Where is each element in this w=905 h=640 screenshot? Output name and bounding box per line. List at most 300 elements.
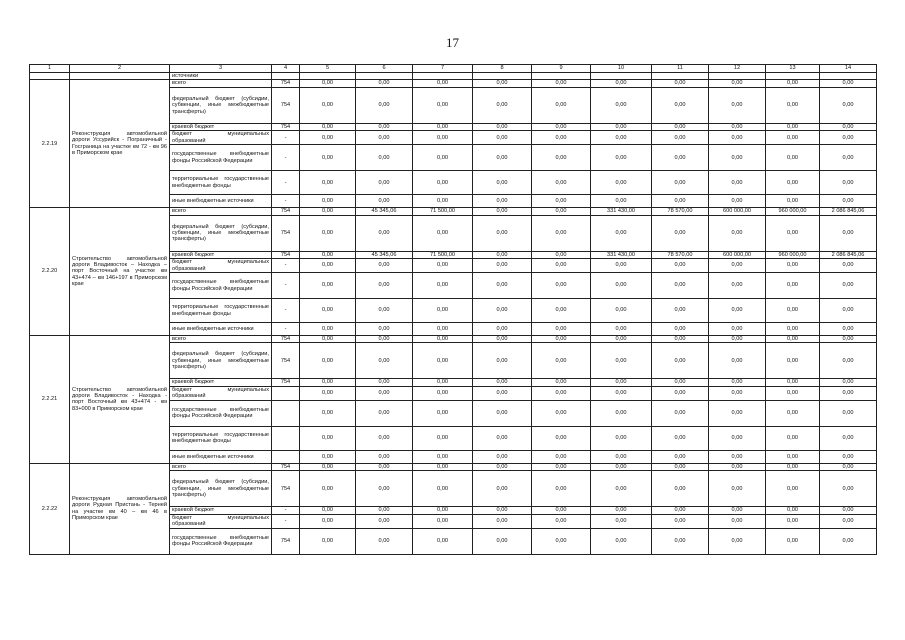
value-cell: 0,00	[532, 208, 591, 215]
value-cell: 0,00	[820, 450, 877, 463]
value-cell: 0,00	[532, 528, 591, 554]
value-cell: 0,00	[591, 131, 652, 145]
value-cell: 0,00	[652, 343, 709, 379]
value-cell: 0,00	[766, 400, 820, 426]
code-cell: -	[272, 195, 300, 208]
value-cell: 0,00	[709, 87, 766, 123]
budget-table	[29, 64, 877, 555]
value-cell: 0,00	[473, 208, 532, 215]
code-cell: 754	[272, 463, 300, 470]
value-cell: 0,00	[820, 299, 877, 323]
value-cell: 0,00	[356, 379, 413, 386]
value-cell: 0,00	[820, 386, 877, 400]
value-cell: 0,00	[820, 123, 877, 130]
value-cell: 0,00	[413, 323, 473, 336]
value-cell: 0,00	[709, 323, 766, 336]
value-cell: 0,00	[473, 195, 532, 208]
code-cell: -	[272, 323, 300, 336]
value-cell: 0,00	[532, 450, 591, 463]
value-cell: 0,00	[473, 343, 532, 379]
value-cell: 0,00	[709, 336, 766, 343]
value-cell: 0,00	[356, 450, 413, 463]
value-cell: 78 570,00	[652, 251, 709, 258]
value-cell: 0,00	[356, 528, 413, 554]
value-cell: 0,00	[591, 528, 652, 554]
value-cell: 0,00	[356, 123, 413, 130]
value-cell: 0,00	[473, 251, 532, 258]
code-cell: 754	[272, 471, 300, 507]
value-cell: 0,00	[300, 273, 356, 299]
value-cell: 0,00	[766, 131, 820, 145]
value-cell: 0,00	[820, 528, 877, 554]
value-cell: 0,00	[532, 131, 591, 145]
value-cell: 0,00	[532, 145, 591, 171]
value-cell: 0,00	[473, 145, 532, 171]
value-cell: 0,00	[766, 379, 820, 386]
value-cell: 0,00	[473, 131, 532, 145]
column-header-10: 10	[591, 65, 652, 73]
value-cell: 0,00	[591, 463, 652, 470]
value-cell: 0,00	[300, 471, 356, 507]
value-cell	[413, 73, 473, 80]
id-cell	[30, 73, 70, 80]
value-cell: 0,00	[356, 80, 413, 87]
code-cell: 754	[272, 208, 300, 215]
value-cell: 0,00	[820, 87, 877, 123]
value-cell: 0,00	[356, 299, 413, 323]
value-cell: 0,00	[820, 507, 877, 514]
value-cell: 0,00	[473, 507, 532, 514]
value-cell: 0,00	[473, 259, 532, 273]
continuation-row	[30, 73, 877, 80]
value-cell: 0,00	[356, 145, 413, 171]
code-cell: 754	[272, 336, 300, 343]
value-cell: 0,00	[413, 343, 473, 379]
value-cell: 0,00	[300, 87, 356, 123]
funding-source: иные внебюджетные источники	[170, 450, 272, 463]
value-cell: 0,00	[532, 299, 591, 323]
value-cell: 331 430,00	[591, 208, 652, 215]
value-cell: 0,00	[652, 87, 709, 123]
value-cell: 0,00	[413, 145, 473, 171]
value-cell: 0,00	[473, 386, 532, 400]
value-cell: 0,00	[766, 215, 820, 251]
value-cell: 0,00	[356, 426, 413, 450]
value-cell: 0,00	[591, 87, 652, 123]
value-cell: 0,00	[300, 463, 356, 470]
value-cell: 0,00	[532, 215, 591, 251]
funding-source: федеральный бюджет (субсидии, субвенции, иные межбюджетные трансферты)	[170, 471, 272, 507]
value-cell: 0,00	[709, 80, 766, 87]
code-cell: -	[272, 259, 300, 273]
column-header-4: 4	[272, 65, 300, 73]
value-cell: 0,00	[709, 379, 766, 386]
value-cell: 0,00	[652, 386, 709, 400]
value-cell: 0,00	[473, 528, 532, 554]
value-cell: 0,00	[591, 145, 652, 171]
value-cell: 600 000,00	[709, 208, 766, 215]
object-name: Строительство автомобильной дороги Владивосток - Находка - порт Восточный км 43+474 - км 83+000 в Приморском крае	[70, 336, 170, 464]
value-cell: 0,00	[300, 336, 356, 343]
value-cell: 0,00	[300, 400, 356, 426]
value-cell: 0,00	[709, 463, 766, 470]
value-cell: 0,00	[413, 171, 473, 195]
object-name: Реконструкция автомобильной дороги Уссурийск - Пограничный - Госграница на участке км 72 - км 96 в Приморском крае	[70, 80, 170, 208]
value-cell: 0,00	[766, 528, 820, 554]
value-cell: 0,00	[413, 123, 473, 130]
value-cell: 0,00	[820, 145, 877, 171]
value-cell: 0,00	[652, 145, 709, 171]
value-cell: 960 000,00	[766, 208, 820, 215]
value-cell: 0,00	[591, 215, 652, 251]
value-cell: 0,00	[473, 171, 532, 195]
value-cell: 0,00	[532, 514, 591, 528]
value-cell: 0,00	[766, 259, 820, 273]
value-cell: 0,00	[591, 273, 652, 299]
table-row	[30, 208, 877, 215]
value-cell: 0,00	[766, 323, 820, 336]
value-cell: 0,00	[766, 343, 820, 379]
value-cell: 0,00	[300, 123, 356, 130]
value-cell: 0,00	[591, 299, 652, 323]
value-cell	[300, 73, 356, 80]
value-cell: 0,00	[709, 299, 766, 323]
code-cell	[272, 426, 300, 450]
value-cell	[709, 73, 766, 80]
value-cell: 0,00	[300, 323, 356, 336]
value-cell: 0,00	[709, 123, 766, 130]
code-cell: -	[272, 145, 300, 171]
column-header-6: 6	[356, 65, 413, 73]
value-cell: 0,00	[356, 507, 413, 514]
value-cell: 0,00	[820, 471, 877, 507]
value-cell: 0,00	[532, 426, 591, 450]
value-cell: 0,00	[820, 379, 877, 386]
value-cell	[473, 73, 532, 80]
value-cell: 0,00	[591, 379, 652, 386]
value-cell: 0,00	[300, 426, 356, 450]
funding-source: всего	[170, 80, 272, 87]
page-number: 17	[446, 35, 459, 50]
value-cell: 0,00	[652, 528, 709, 554]
value-cell: 0,00	[591, 323, 652, 336]
value-cell: 0,00	[709, 400, 766, 426]
value-cell: 0,00	[766, 450, 820, 463]
value-cell: 0,00	[300, 131, 356, 145]
value-cell: 0,00	[652, 336, 709, 343]
value-cell: 0,00	[766, 171, 820, 195]
value-cell: 0,00	[709, 343, 766, 379]
funding-source: государственные внебюджетные фонды Российской Федерации	[170, 145, 272, 171]
funding-source: территориальные государственные внебюджетные фонды	[170, 171, 272, 195]
value-cell: 0,00	[413, 514, 473, 528]
value-cell: 0,00	[766, 471, 820, 507]
funding-source: краевой бюджет	[170, 507, 272, 514]
value-cell: 0,00	[532, 507, 591, 514]
column-header-12: 12	[709, 65, 766, 73]
table-body	[30, 65, 877, 555]
value-cell: 0,00	[591, 507, 652, 514]
value-cell: 0,00	[591, 343, 652, 379]
value-cell: 0,00	[652, 80, 709, 87]
value-cell: 0,00	[591, 123, 652, 130]
value-cell: 0,00	[652, 259, 709, 273]
value-cell: 0,00	[473, 273, 532, 299]
value-cell: 0,00	[766, 273, 820, 299]
funding-source: федеральный бюджет (субсидии, субвенции, иные межбюджетные трансферты)	[170, 343, 272, 379]
source-cell: источники	[170, 73, 272, 80]
value-cell: 0,00	[532, 323, 591, 336]
funding-source: иные внебюджетные источники	[170, 195, 272, 208]
value-cell: 0,00	[473, 450, 532, 463]
value-cell: 71 500,00	[413, 208, 473, 215]
value-cell: 0,00	[300, 215, 356, 251]
value-cell: 0,00	[652, 273, 709, 299]
value-cell: 0,00	[356, 514, 413, 528]
table-row	[30, 463, 877, 470]
value-cell: 0,00	[709, 259, 766, 273]
value-cell: 0,00	[300, 386, 356, 400]
code-cell: -	[272, 514, 300, 528]
value-cell: 0,00	[766, 299, 820, 323]
code-cell: -	[272, 507, 300, 514]
value-cell: 0,00	[413, 471, 473, 507]
value-cell	[820, 73, 877, 80]
value-cell: 0,00	[709, 131, 766, 145]
funding-source: федеральный бюджет (субсидии, субвенции, иные межбюджетные трансферты)	[170, 87, 272, 123]
value-cell: 0,00	[766, 80, 820, 87]
value-cell: 0,00	[709, 507, 766, 514]
value-cell: 0,00	[709, 195, 766, 208]
value-cell: 0,00	[591, 195, 652, 208]
value-cell: 2 086 845,06	[820, 251, 877, 258]
value-cell: 0,00	[820, 323, 877, 336]
value-cell: 0,00	[300, 259, 356, 273]
value-cell: 0,00	[591, 450, 652, 463]
funding-source: иные внебюджетные источники	[170, 323, 272, 336]
value-cell: 0,00	[413, 80, 473, 87]
funding-source: государственные внебюджетные фонды Российской Федерации	[170, 528, 272, 554]
value-cell: 0,00	[766, 145, 820, 171]
value-cell: 0,00	[766, 507, 820, 514]
code-cell: 754	[272, 379, 300, 386]
value-cell: 0,00	[766, 87, 820, 123]
value-cell: 0,00	[413, 386, 473, 400]
funding-source: краевой бюджет	[170, 379, 272, 386]
value-cell: 0,00	[591, 386, 652, 400]
funding-source: федеральный бюджет (субсидии, субвенции, иные межбюджетные трансферты)	[170, 215, 272, 251]
value-cell: 0,00	[300, 379, 356, 386]
value-cell: 0,00	[300, 171, 356, 195]
value-cell: 0,00	[413, 507, 473, 514]
value-cell: 0,00	[652, 400, 709, 426]
value-cell: 0,00	[709, 471, 766, 507]
code-cell: -	[272, 171, 300, 195]
value-cell: 0,00	[300, 208, 356, 215]
funding-source: бюджет муниципальных образований	[170, 386, 272, 400]
value-cell	[532, 73, 591, 80]
value-cell: 0,00	[300, 80, 356, 87]
value-cell: 0,00	[820, 343, 877, 379]
value-cell: 0,00	[356, 171, 413, 195]
value-cell: 0,00	[532, 343, 591, 379]
value-cell: 0,00	[820, 259, 877, 273]
value-cell: 0,00	[652, 514, 709, 528]
value-cell: 0,00	[356, 259, 413, 273]
value-cell: 0,00	[652, 323, 709, 336]
funding-source: бюджет муниципальных образований	[170, 131, 272, 145]
value-cell	[652, 73, 709, 80]
value-cell: 0,00	[652, 171, 709, 195]
code-cell: 754	[272, 80, 300, 87]
value-cell: 0,00	[652, 463, 709, 470]
value-cell: 0,00	[532, 273, 591, 299]
value-cell: 0,00	[413, 450, 473, 463]
value-cell: 0,00	[413, 400, 473, 426]
value-cell: 0,00	[473, 426, 532, 450]
value-cell: 0,00	[820, 195, 877, 208]
value-cell: 0,00	[413, 299, 473, 323]
value-cell: 0,00	[591, 259, 652, 273]
value-cell: 0,00	[820, 426, 877, 450]
header-row	[30, 65, 877, 73]
value-cell: 0,00	[652, 507, 709, 514]
value-cell: 0,00	[413, 463, 473, 470]
value-cell: 0,00	[766, 514, 820, 528]
code-cell: 754	[272, 87, 300, 123]
value-cell: 0,00	[473, 80, 532, 87]
funding-source: всего	[170, 208, 272, 215]
value-cell: 0,00	[532, 171, 591, 195]
value-cell: 0,00	[820, 463, 877, 470]
value-cell: 0,00	[413, 87, 473, 123]
value-cell: 0,00	[766, 336, 820, 343]
value-cell: 0,00	[766, 463, 820, 470]
value-cell: 0,00	[591, 400, 652, 426]
value-cell: 0,00	[473, 336, 532, 343]
value-cell: 0,00	[356, 471, 413, 507]
funding-source: территориальные государственные внебюджетные фонды	[170, 426, 272, 450]
column-header-7: 7	[413, 65, 473, 73]
object-number: 2.2.20	[30, 208, 70, 336]
code-cell: 754	[272, 123, 300, 130]
code-cell: -	[272, 273, 300, 299]
value-cell: 0,00	[413, 131, 473, 145]
value-cell: 0,00	[709, 514, 766, 528]
object-number: 2.2.22	[30, 463, 70, 554]
code-cell: 754	[272, 343, 300, 379]
value-cell: 0,00	[300, 450, 356, 463]
value-cell: 0,00	[532, 123, 591, 130]
value-cell: 0,00	[709, 450, 766, 463]
value-cell: 0,00	[820, 171, 877, 195]
value-cell: 0,00	[591, 426, 652, 450]
value-cell: 0,00	[356, 386, 413, 400]
code-cell: 754	[272, 215, 300, 251]
column-header-3: 3	[170, 65, 272, 73]
table-row	[30, 80, 877, 87]
value-cell: 0,00	[591, 471, 652, 507]
value-cell: 0,00	[300, 251, 356, 258]
value-cell: 0,00	[300, 528, 356, 554]
column-header-11: 11	[652, 65, 709, 73]
value-cell: 0,00	[591, 80, 652, 87]
value-cell: 0,00	[473, 463, 532, 470]
code-cell: 754	[272, 528, 300, 554]
funding-source: территориальные государственные внебюджетные фонды	[170, 299, 272, 323]
value-cell: 0,00	[473, 87, 532, 123]
value-cell: 0,00	[532, 195, 591, 208]
name-cell	[70, 73, 170, 80]
value-cell: 0,00	[820, 215, 877, 251]
value-cell: 0,00	[532, 379, 591, 386]
value-cell: 0,00	[356, 195, 413, 208]
value-cell	[356, 73, 413, 80]
object-number: 2.2.19	[30, 80, 70, 208]
value-cell: 0,00	[473, 379, 532, 386]
value-cell: 600 000,00	[709, 251, 766, 258]
value-cell: 0,00	[300, 195, 356, 208]
value-cell: 0,00	[532, 463, 591, 470]
column-header-5: 5	[300, 65, 356, 73]
value-cell: 0,00	[300, 145, 356, 171]
value-cell: 0,00	[356, 87, 413, 123]
value-cell: 45 345,06	[356, 208, 413, 215]
value-cell: 0,00	[413, 215, 473, 251]
value-cell: 2 086 845,06	[820, 208, 877, 215]
value-cell: 0,00	[413, 273, 473, 299]
value-cell: 0,00	[820, 514, 877, 528]
value-cell	[272, 73, 300, 80]
value-cell: 0,00	[356, 323, 413, 336]
funding-source: бюджет муниципальных образований	[170, 514, 272, 528]
value-cell	[766, 73, 820, 80]
value-cell: 0,00	[820, 131, 877, 145]
funding-source: краевой бюджет	[170, 123, 272, 130]
value-cell: 0,00	[532, 336, 591, 343]
funding-source: всего	[170, 336, 272, 343]
value-cell: 331 430,00	[591, 251, 652, 258]
value-cell: 0,00	[356, 273, 413, 299]
value-cell: 0,00	[356, 343, 413, 379]
value-cell: 0,00	[591, 336, 652, 343]
value-cell: 0,00	[652, 450, 709, 463]
value-cell: 0,00	[532, 471, 591, 507]
value-cell: 0,00	[652, 426, 709, 450]
funding-source: бюджет муниципальных образований	[170, 259, 272, 273]
value-cell: 0,00	[766, 195, 820, 208]
value-cell: 0,00	[300, 343, 356, 379]
value-cell: 0,00	[652, 195, 709, 208]
column-header-2: 2	[70, 65, 170, 73]
value-cell: 0,00	[413, 528, 473, 554]
code-cell	[272, 386, 300, 400]
column-header-9: 9	[532, 65, 591, 73]
value-cell: 0,00	[356, 215, 413, 251]
value-cell: 0,00	[473, 123, 532, 130]
value-cell: 78 570,00	[652, 208, 709, 215]
value-cell: 0,00	[300, 299, 356, 323]
value-cell: 0,00	[356, 400, 413, 426]
value-cell: 0,00	[709, 215, 766, 251]
value-cell: 0,00	[652, 123, 709, 130]
value-cell: 0,00	[413, 259, 473, 273]
value-cell: 0,00	[413, 379, 473, 386]
value-cell: 0,00	[300, 507, 356, 514]
value-cell: 0,00	[591, 171, 652, 195]
object-name: Реконструкция автомобильной дороги Рудная Пристань - Терней на участке км 40 – км 46 в Приморском крае	[70, 463, 170, 554]
value-cell: 0,00	[709, 171, 766, 195]
